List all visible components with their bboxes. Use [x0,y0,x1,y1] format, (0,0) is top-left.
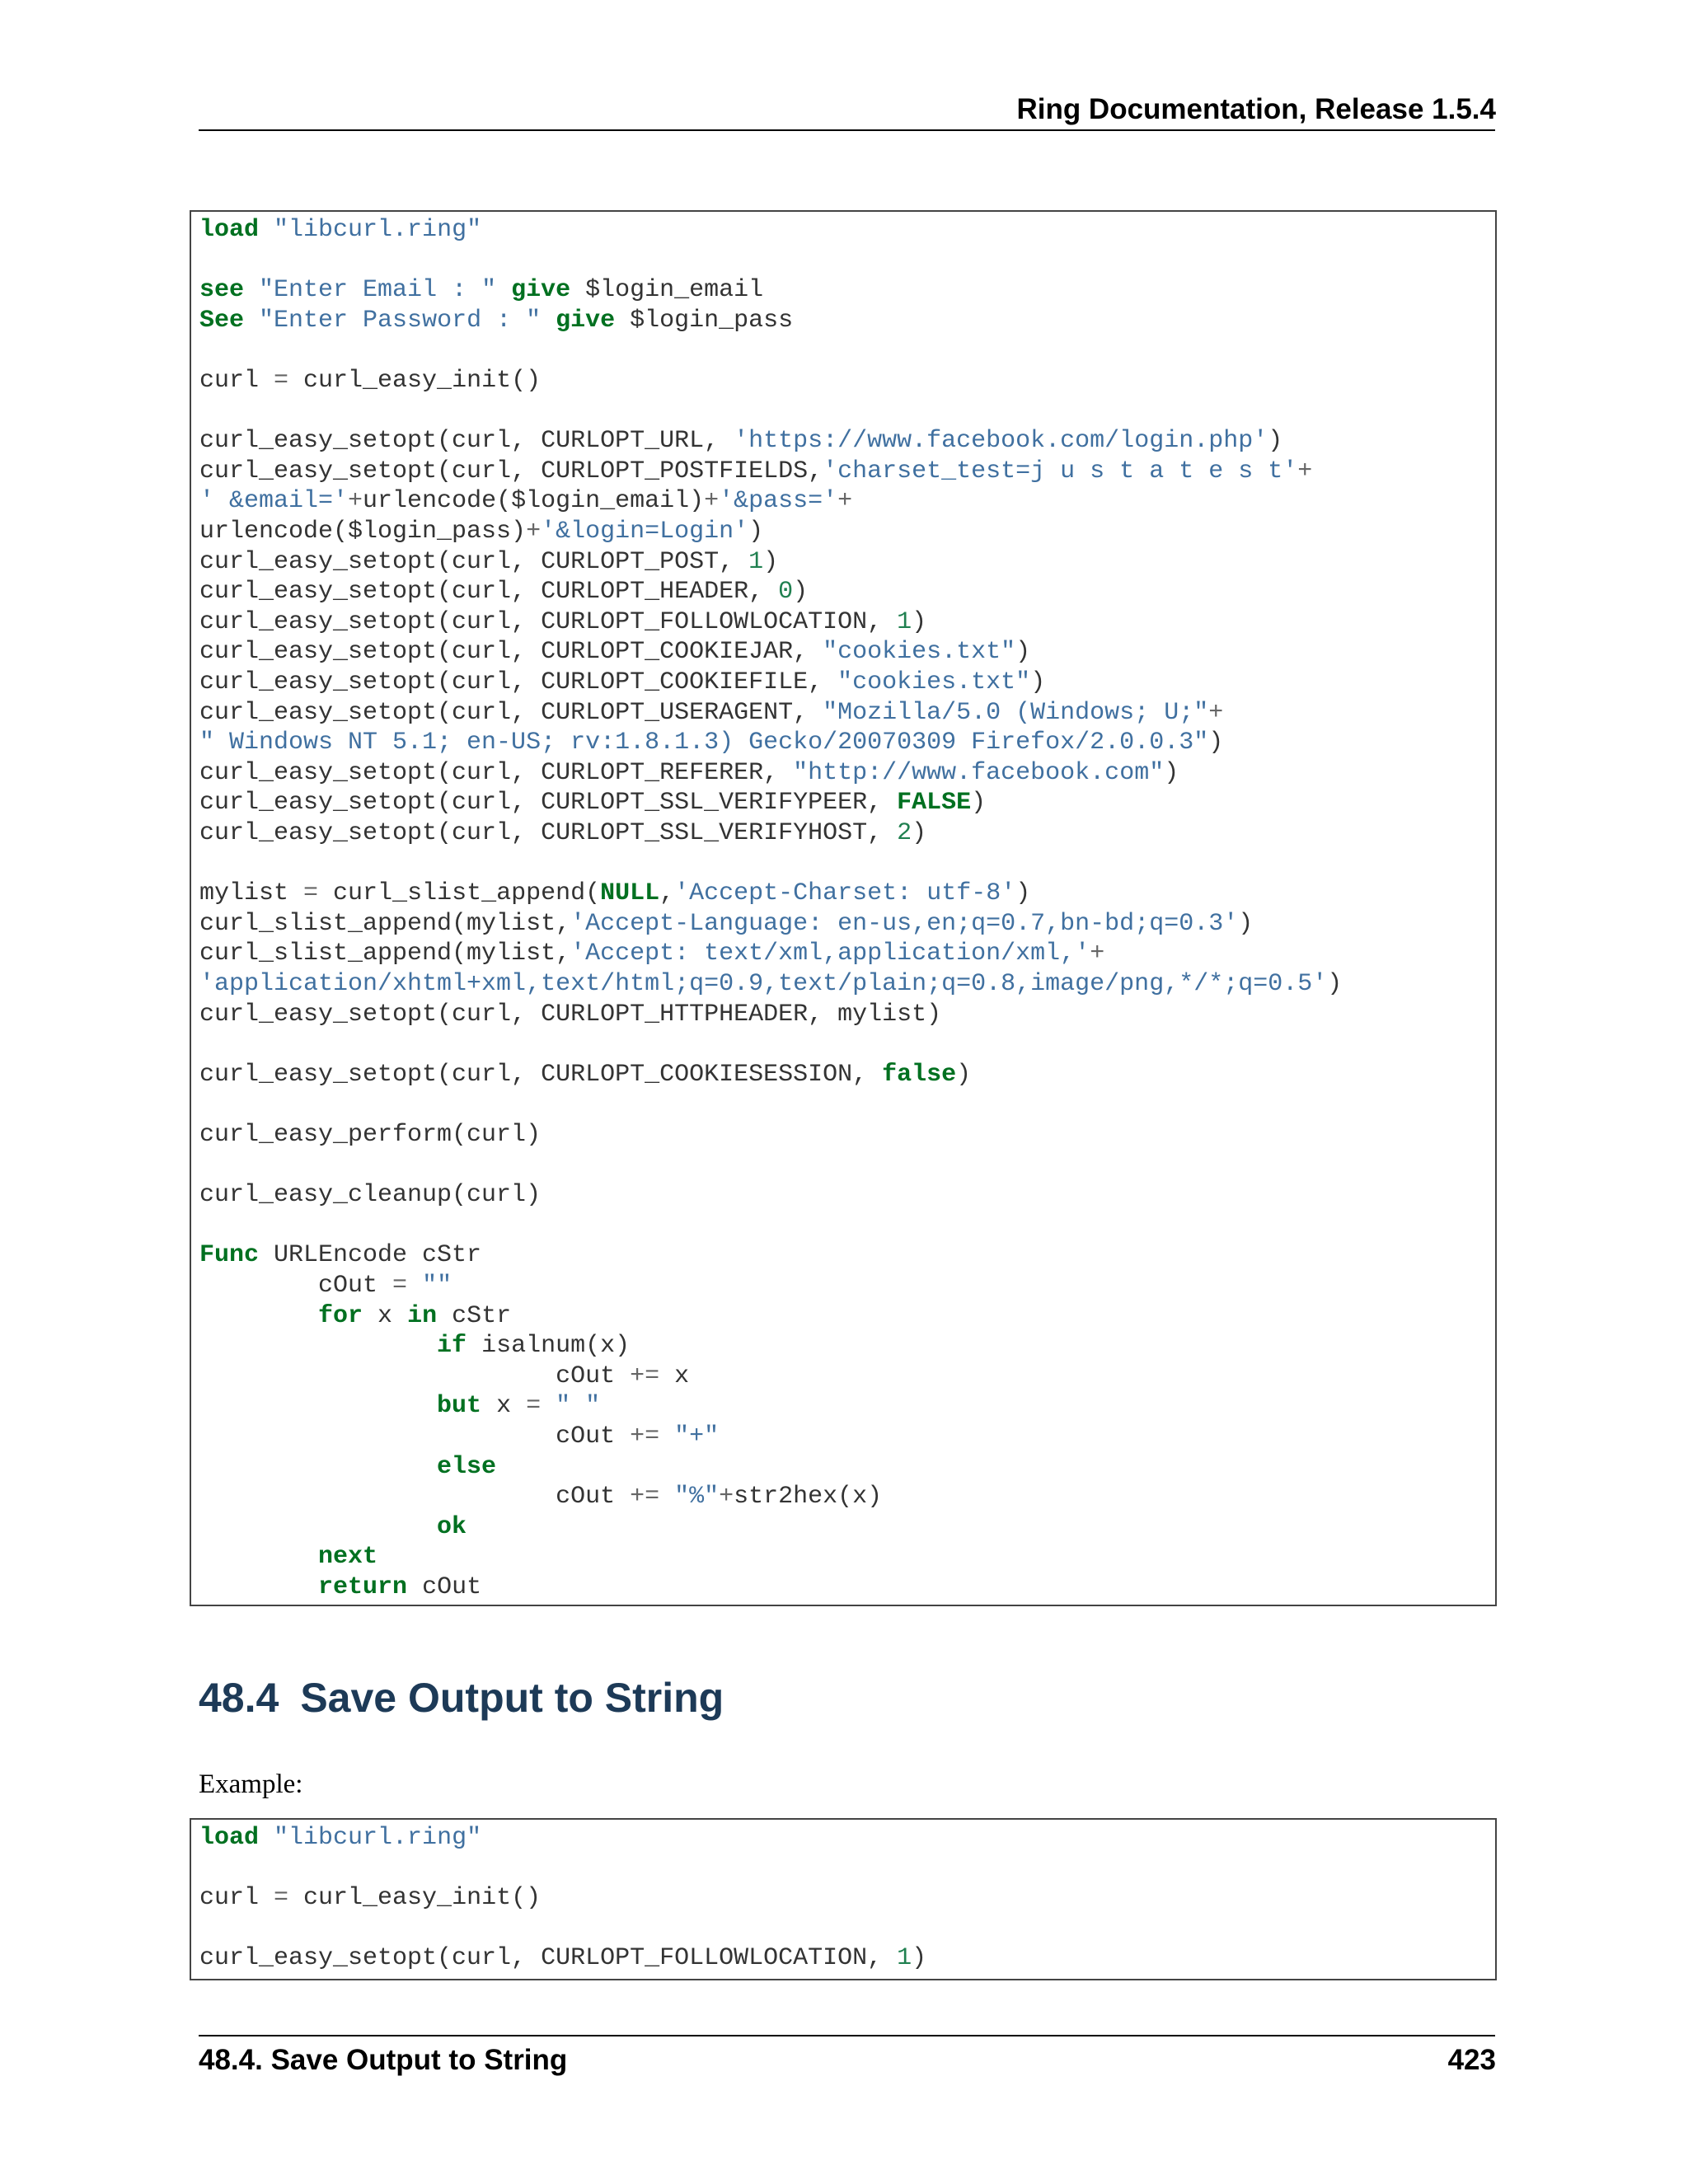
code-line [199,1180,541,1211]
code-token: x [363,1301,408,1330]
code-token: load [199,216,260,244]
code-token: curl_easy_init() [288,367,542,395]
code-token: "+" [674,1422,720,1451]
code-token: x [659,1361,690,1390]
code-line [199,1361,689,1392]
code-token: cOut [407,1573,482,1601]
code-token: str2hex(x) [734,1483,883,1511]
code-token: $login_pass [615,306,794,335]
code-line [199,426,1282,457]
code-token [496,276,511,304]
code-token: '&login=Login' [541,518,749,546]
code-token: = [392,1272,408,1300]
code-token: + [837,487,853,516]
code-token: 0 [778,578,794,607]
code-line [199,1120,541,1151]
code-token [407,1272,422,1300]
code-token [199,1392,437,1420]
code-token: next [318,1543,378,1572]
page-header-title: Ring Documentation, Release 1.5.4 [1016,93,1496,125]
code-token: ) [971,789,987,818]
code-token: curl_easy_setopt(curl, CURLOPT_SSL_VERIFYHOST, [199,819,898,847]
code-token: ) [793,578,809,607]
code-line [199,758,1179,789]
code-line [199,969,1342,1000]
code-token: curl_easy_setopt(curl, CURLOPT_FOLLOWLOCATION, [199,607,898,636]
code-token: 'charset_test=j u s t a t e s t' [823,457,1298,485]
code-token: curl_easy_setopt(curl, CURLOPT_COOKIEJAR, [199,638,823,667]
section-heading [199,1673,724,1722]
code-token: 1 [748,547,764,576]
footer-section-label: 48.4. Save Output to String [199,2044,568,2076]
code-token: ' &email=' [199,487,349,516]
code-token: 'Accept: text/xml,application/xml,' [570,940,1090,968]
code-token: curl_easy_cleanup(curl) [199,1181,542,1210]
code-token: + [1090,940,1105,968]
code-token: = [274,1884,289,1913]
code-token: "Enter Email : " [259,276,497,305]
code-token: "http://www.facebook.com" [793,758,1165,787]
code-token: "Enter Password : " [259,306,542,335]
code-token [659,1483,674,1511]
code-token: + [348,487,363,516]
code-token: urlencode($login_email) [363,487,705,516]
code-token: curl_slist_append(mylist, [199,940,571,968]
code-token: curl_easy_setopt(curl, CURLOPT_POST, [199,547,749,576]
code-token: false [882,1060,957,1089]
code-token: Func [199,1241,260,1270]
code-token: x [481,1392,527,1421]
code-token: , [659,879,675,908]
code-line [199,728,1223,758]
code-token: "libcurl.ring" [274,1824,482,1852]
code-line [199,788,986,818]
section-number: 48.4 [199,1675,279,1721]
code-token [199,1573,318,1601]
code-token [259,1824,274,1852]
code-token: curl_easy_setopt(curl, CURLOPT_SSL_VERIFYPEER, [199,789,898,818]
code-line [199,879,1030,909]
code-token [541,1392,556,1420]
code-token: 2 [897,819,912,847]
code-token [541,307,556,335]
code-line [199,1883,541,1914]
code-token: ) [912,1944,927,1973]
code-token: cStr [437,1301,512,1330]
code-token: URLEncode cStr [259,1241,482,1270]
code-line [199,275,763,306]
footer-rule [199,2035,1495,2036]
code-token: "Mozilla/5.0 (Windows; U;" [823,698,1209,727]
code-line [199,637,1030,668]
code-token: ) [912,607,927,636]
code-token: curl_easy_setopt(curl, CURLOPT_COOKIESESSION, [199,1060,883,1089]
code-line [199,1452,496,1483]
code-token: but [437,1392,482,1421]
code-token: += [630,1361,660,1390]
code-token: "libcurl.ring" [274,216,482,244]
code-token: 'application/xhtml+xml,text/html;q=0.9,text/plain;q=0.8,image/png,*/*;q=0.5' [199,970,1328,998]
code-token: NULL [600,879,660,908]
code-token: 'Accept-Charset: utf-8' [674,879,1016,908]
code-line [199,1240,481,1271]
code-line [199,939,1104,969]
code-token: curl_easy_setopt(curl, CURLOPT_REFERER, [199,758,794,787]
code-token: ok [437,1512,467,1541]
code-line [199,818,926,849]
code-token: ) [956,1060,972,1089]
code-token: give [511,276,571,305]
code-token: $login_email [570,276,764,305]
code-line [199,366,541,396]
code-token: + [1208,698,1224,727]
code-block-login [190,210,1497,1606]
code-token: cOut [199,1361,631,1390]
code-token: = [274,367,289,395]
section-title: Save Output to String [300,1675,724,1721]
code-token: curl_slist_append(mylist, [199,909,571,938]
code-token: cOut [199,1483,631,1511]
code-token: ) [748,518,764,546]
code-token: ) [1015,638,1031,667]
code-token: ) [763,547,779,576]
code-token: curl_easy_setopt(curl, CURLOPT_URL, [199,427,734,456]
code-line [199,1301,511,1332]
code-token: + [704,487,720,516]
header-rule [199,129,1495,131]
code-token: curl [199,1884,274,1913]
code-token: load [199,1824,260,1852]
code-token [244,307,259,335]
code-token: curl_easy_setopt(curl, CURLOPT_USERAGENT, [199,698,823,727]
code-line [199,698,1223,729]
code-token: + [526,518,542,546]
code-token [659,1422,674,1451]
code-line [199,1823,481,1854]
code-line [199,909,1253,940]
code-token: "%" [674,1483,720,1511]
code-line [199,1060,971,1090]
code-block-save-output [190,1818,1497,1980]
code-token: ) [1164,758,1179,787]
code-line [199,457,1312,487]
code-token [244,276,259,304]
code-token [199,1302,318,1330]
code-token: = [526,1392,542,1421]
code-line [199,517,763,547]
code-line [199,1000,941,1030]
code-token: curl_easy_setopt(curl, CURLOPT_COOKIEFILE, [199,668,838,696]
code-line [199,1482,882,1512]
code-token: cOut [199,1272,393,1300]
code-token [259,216,274,244]
code-token: urlencode($login_pass) [199,518,527,546]
code-token: ) [1015,879,1031,908]
code-line [199,215,481,246]
code-line [199,486,852,517]
code-token: + [1297,457,1313,485]
code-line [199,1422,719,1452]
code-token: " " [556,1392,601,1421]
code-token: curl_easy_setopt(curl, CURLOPT_HEADER, [199,578,779,607]
code-token: cOut [199,1422,631,1451]
code-token: curl_easy_setopt(curl, CURLOPT_FOLLOWLOCATION, [199,1944,898,1973]
code-token: curl [199,367,274,395]
code-token: curl_easy_perform(curl) [199,1121,542,1149]
code-token: mylist [199,879,304,908]
code-token: 1 [897,607,912,636]
code-token: '&pass=' [719,487,838,516]
code-token: if [437,1332,467,1361]
code-line [199,1512,467,1543]
code-token: "" [422,1272,452,1300]
code-token: curl_easy_setopt(curl, CURLOPT_HTTPHEADER, mylist) [199,1000,942,1029]
code-token: 'https://www.facebook.com/login.php' [734,427,1268,456]
code-token: see [199,276,245,305]
code-token: ) [1238,909,1254,938]
code-token: in [407,1301,438,1330]
code-token: + [719,1483,734,1511]
code-line [199,1271,452,1301]
code-token: See [199,306,245,335]
code-line [199,1542,377,1572]
code-token [199,1332,437,1360]
code-token: ) [912,819,927,847]
code-token: give [556,306,616,335]
code-token: += [630,1483,660,1511]
code-line [199,1331,630,1361]
code-line [199,1391,600,1422]
code-token: 1 [897,1944,912,1973]
code-token: = [303,879,319,908]
code-token [199,1543,318,1571]
code-line [199,668,1045,698]
code-token: ) [1268,427,1283,456]
code-token [199,1453,437,1481]
code-token: ) [1327,970,1343,998]
code-line [199,547,778,578]
code-token: curl_easy_init() [288,1884,542,1913]
code-token: 'Accept-Language: en-us,en;q=0.7,bn-bd;q=0.3' [570,909,1239,938]
code-token: "cookies.txt" [823,638,1016,667]
code-token: isalnum(x) [467,1332,631,1361]
code-token: else [437,1452,497,1481]
code-token: "cookies.txt" [837,668,1031,696]
code-line [199,607,926,638]
page-number: 423 [1447,2044,1496,2076]
code-token: += [630,1422,660,1451]
code-line [199,1572,481,1603]
code-token: return [318,1573,408,1601]
code-token: FALSE [897,789,972,818]
code-token: ) [1208,729,1224,757]
code-token: curl_slist_append( [318,879,601,908]
code-token: " Windows NT 5.1; en-US; rv:1.8.1.3) Gecko/20070309 Firefox/2.0.0.3" [199,729,1209,757]
code-token [199,1513,437,1541]
code-line [199,306,793,336]
code-line [199,1943,926,1974]
example-label: Example: [199,1769,303,1799]
code-token: curl_easy_setopt(curl, CURLOPT_POSTFIELDS, [199,457,823,485]
code-line [199,577,808,607]
code-token: ) [1030,668,1046,696]
code-token: for [318,1301,363,1330]
